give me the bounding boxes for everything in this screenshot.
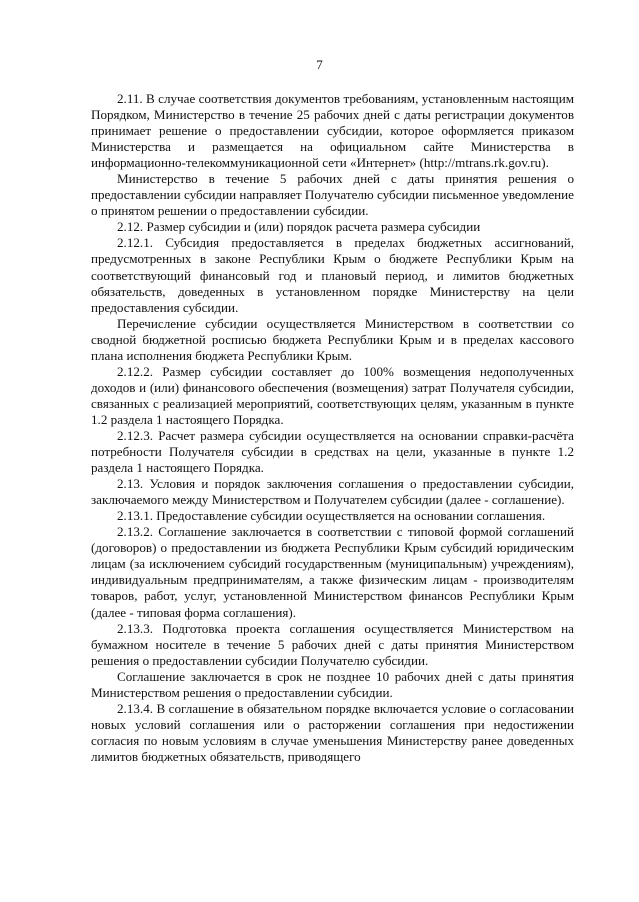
document-body xyxy=(91,91,574,765)
paragraph-2-12-3: 2.12.3. Расчет размера субсидии осуществляется на основании справки-расчёта потребности Получателя субсидии в средствах на цели, указанные в пункте 1.2 раздела 1 настоящего Порядка. xyxy=(91,427,574,476)
paragraph-2-12: 2.12. Размер субсидии и (или) порядок расчета размера субсидии xyxy=(117,219,481,235)
paragraph-2-13-1: 2.13.1. Предоставление субсидии осуществляется на основании соглашения. xyxy=(117,508,546,524)
page-number: 7 xyxy=(316,57,323,72)
paragraph-2-12-2: 2.12.2. Размер субсидии составляет до 100% возмещения недополученных доходов и (или) финансового обеспечения (возмещения) затрат Получателя субсидии, связанных с реализацией мероприятий, соответствующих целям, указанным в пункте 1.2 раздела 1 настоящего Порядка. xyxy=(91,363,574,427)
paragraph-deadline: Соглашение заключается в срок не позднее 10 рабочих дней с даты принятия Министерством решения о предоставлении субсидии. xyxy=(91,668,574,700)
paragraph-2-13-2: 2.13.2. Соглашение заключается в соответствии с типовой формой соглашений (договоров) о предоставлении из бюджета Республики Крым субсидий юридическим лицам (за исключением субсидий государственным (муниципальным) учреждениям), индивидуальным предпринимателям, а также физическим лицам - производителям товаров, работ, услуг, установленной Министерством финансов Республики Крым (далее - типовая форма соглашения). xyxy=(91,524,574,620)
paragraph-notification: Министерство в течение 5 рабочих дней с даты принятия решения о предоставлении субсидии направляет Получателю субсидии письменное уведомление о принятом решении о предоставлении субсидии. xyxy=(91,171,574,219)
paragraph-2-13-3: 2.13.3. Подготовка проекта соглашения осуществляется Министерством на бумажном носителе в течение 5 рабочих дней с даты принятия Министерством решения о предоставлении субсидии Получателю субсидии. xyxy=(91,620,574,668)
paragraph-2-11: 2.11. В случае соответствия документов требованиям, установленным настоящим Порядком, Министерство в течение 25 рабочих дней с даты регистрации документов принимает решение о предоставлении субсидии, которое оформляется приказом Министерства и размещается на официальном сайте Министерства в информационно-телекоммуникационной сети «Интернет» (http://mtrans.rk.gov.ru). xyxy=(91,91,574,171)
paragraph-2-13-4: 2.13.4. В соглашение в обязательном порядке включается условие о согласовании новых условий соглашения или о расторжении соглашения при недостижении согласия по новым условиям в случае уменьшения Министерству ранее доведенных лимитов бюджетных обязательств, приводящего xyxy=(91,700,574,764)
paragraph-2-13: 2.13. Условия и порядок заключения соглашения о предоставлении субсидии, заключаемого между Министерством и Получателем субсидии (далее - соглашение). xyxy=(91,476,574,508)
paragraph-2-12-1: 2.12.1. Субсидия предоставляется в пределах бюджетных ассигнований, предусмотренных в законе Республики Крым о бюджете Республики Крым на соответствующий финансовый год и плановый период, и лимитов бюджетных обязательств, доведенных в установленном порядке Министерству на цели предоставления субсидии. xyxy=(91,235,574,315)
paragraph-transfer: Перечисление субсидии осуществляется Министерством в соответствии со сводной бюджетной росписью бюджета Республики Крым и в пределах кассового плана исполнения бюджета Республики Крым. xyxy=(91,315,574,363)
